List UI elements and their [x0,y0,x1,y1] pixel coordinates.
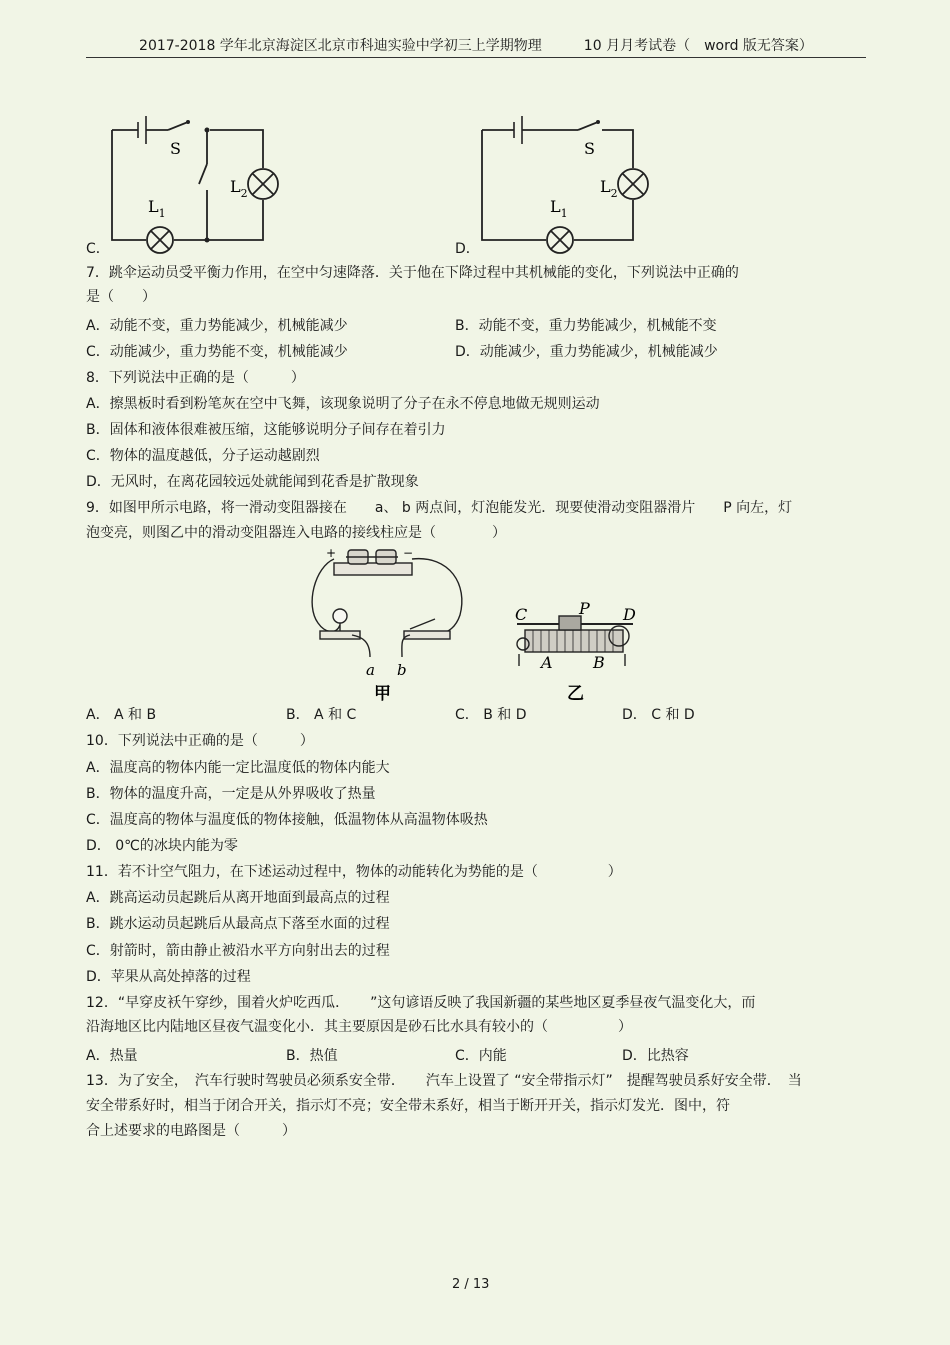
lamp2-label-d: $L_2$ [600,177,618,200]
lamp1-label-d: $L_1$ [550,197,568,220]
fig-jia-plus: + [326,546,337,560]
q11-stem: 11．若不计空气阻力，在下述运动过程中，物体的动能转化为势能的是（ ） [86,864,622,880]
q10-option-d: D． 0℃的冰块内能为零 [86,838,238,854]
q10-stem: 10．下列说法中正确的是（ ） [86,733,314,749]
q9-option-b: B． A 和 C [286,707,357,723]
switch-label-d: S [584,139,595,158]
q8-option-d: D．无风时，在离花园较远处就能闻到花香是扩散现象 [86,474,419,490]
fig-yi-label-a: A [541,653,553,672]
figure-jia-circuit [300,545,470,707]
q9-option-a: A． A 和 B [86,707,157,723]
q9-stem-line1: 9．如图甲所示电路，将一滑动变阻器接在 a、 b 两点间，灯泡能发光．现要使滑动变阻器滑片 P 向左，灯 [86,500,793,516]
q12-option-d: D．比热容 [622,1048,689,1064]
figure-yi-rheostat [505,598,655,706]
q11-option-b: B．跳水运动员起跳后从最高点下落至水面的过程 [86,916,390,932]
q12-stem-line1: 12．“早穿皮袄午穿纱，围着火炉吃西瓜． ”这句谚语反映了我国新疆的某些地区夏季昼夜气温变化大，而 [86,995,756,1011]
q10-option-a: A．温度高的物体内能一定比温度低的物体内能大 [86,760,390,776]
q11-option-c: C．射箭时，箭由静止被沿水平方向射出去的过程 [86,943,390,959]
page-number: 2 / 13 [452,1277,490,1292]
q7-option-d: D．动能减少，重力势能减少，机械能减少 [455,344,718,360]
fig-yi-label-b: B [593,653,605,672]
option-c-label: C． [86,241,110,257]
q11-option-a: A．跳高运动员起跳后从离开地面到最高点的过程 [86,890,390,906]
fig-yi-label-c: C [515,605,528,624]
fig-yi-caption: 乙 [567,684,584,704]
q8-stem: 8．下列说法中正确的是（ ） [86,370,305,386]
q7-stem-line2: 是（ ） [86,289,156,305]
q12-option-c: C．内能 [455,1048,507,1064]
option-d-label: D． [455,241,480,257]
q9-option-d: D． C 和 D [622,707,695,723]
lamp2-label-c: $L_2$ [230,177,248,200]
q11-option-d: D．苹果从高处掉落的过程 [86,969,251,985]
q12-option-a: A．热量 [86,1048,138,1064]
q13-stem-line3: 合上述要求的电路图是（ ） [86,1123,296,1139]
fig-yi-label-d: D [623,605,636,624]
q13-stem-line1: 13．为了安全， 汽车行驶时驾驶员必须系安全带． 汽车上设置了 “安全带指示灯” 提醒驾驶员系好安全带． 当 [86,1073,802,1089]
q7-stem-line1: 7．跳伞运动员受平衡力作用，在空中匀速降落．关于他在下降过程中其机械能的变化，下列说法中正确的 [86,265,739,281]
lamp1-label-c: $L_1$ [148,197,166,220]
q10-option-b: B．物体的温度升高，一定是从外界吸收了热量 [86,786,376,802]
circuit-diagram-c [108,112,283,254]
q7-option-a: A．动能不变，重力势能减少，机械能减少 [86,318,348,334]
q8-option-b: B．固体和液体很难被压缩，这能够说明分子间存在着引力 [86,422,446,438]
circuit-diagram-d [478,112,653,254]
q8-option-c: C．物体的温度越低，分子运动越剧烈 [86,448,320,464]
switch-label-c: S [170,139,181,158]
q13-stem-line2: 安全带系好时，相当于闭合开关，指示灯不亮；安全带未系好，相当于断开开关，指示灯发光．图中，符 [86,1098,730,1114]
q7-option-b: B．动能不变，重力势能减少，机械能不变 [455,318,717,334]
q8-option-a: A．擦黑板时看到粉笔灰在空中飞舞，该现象说明了分子在永不停息地做无规则运动 [86,396,600,412]
q9-stem-line2: 泡变亮，则图乙中的滑动变阻器连入电路的接线柱应是（ ） [86,525,506,541]
q9-option-c: C． B 和 D [455,707,527,723]
fig-yi-label-p: P [579,599,590,618]
q7-option-c: C．动能减少，重力势能不变，机械能减少 [86,344,348,360]
fig-jia-caption: 甲 [374,684,391,704]
page-header: 2017-2018 学年北京海淀区北京市科迪实验中学初三上学期物理 10 月月考试卷（ word 版无答案） [86,37,866,58]
fig-jia-minus: − [403,546,414,560]
q10-option-c: C．温度高的物体与温度低的物体接触，低温物体从高温物体吸热 [86,812,488,828]
q12-option-b: B．热值 [286,1048,338,1064]
fig-jia-label-a: a [366,661,375,679]
fig-jia-label-b: b [397,661,407,679]
q12-stem-line2: 沿海地区比内陆地区昼夜气温变化小．其主要原因是砂石比水具有较小的（ ） [86,1019,632,1035]
